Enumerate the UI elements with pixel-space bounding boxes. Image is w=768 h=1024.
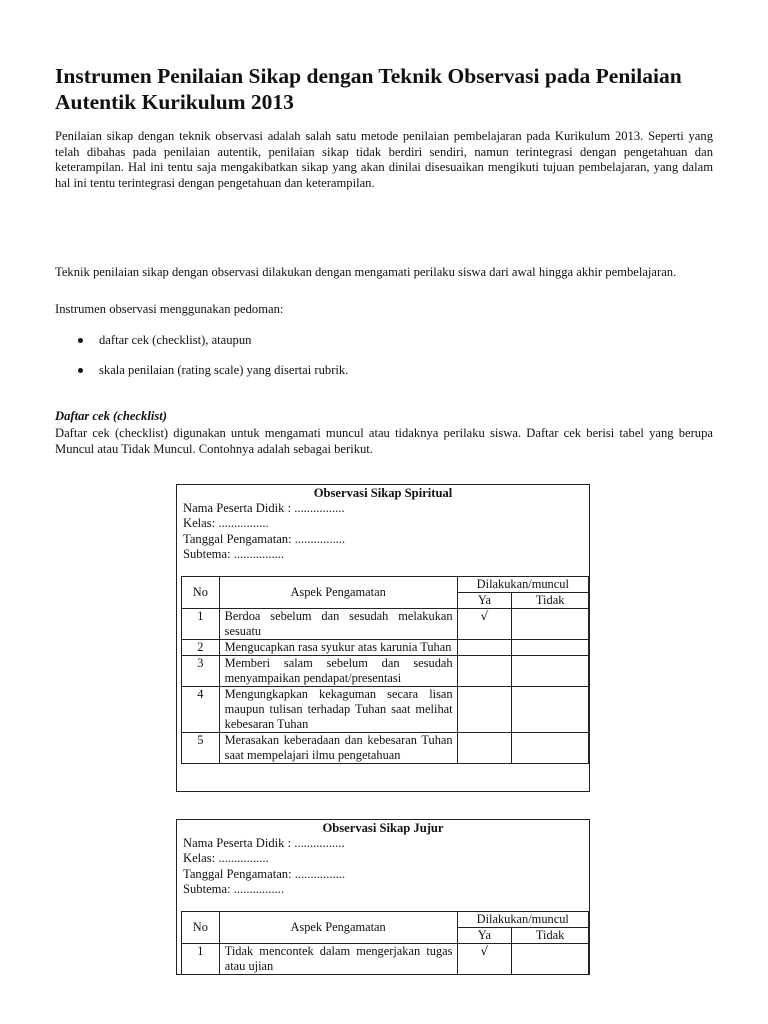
row-ya-check xyxy=(457,733,512,764)
bullet-icon xyxy=(78,338,83,343)
row-ya-check xyxy=(457,640,512,656)
instrument-paragraph: Instrumen observasi menggunakan pedoman: xyxy=(55,302,284,316)
student-info xyxy=(177,836,589,898)
table-row xyxy=(182,687,589,733)
intro-paragraph: Penilaian sikap dengan teknik observasi adalah salah satu metode penilaian pembelajaran pada Kurikulum 2013. Seperti yang telah dibahas pada penilaian autentik, penilaian sikap tidak berdiri sendiri, namun terintegrasi dengan pengetahuan dan keterampilan. Hal ini tentu saja mengakibatkan sikap yang akan dinilai disesuaikan mengikuti tujuan pembelajaran, yang dalam hal ini tentu terintegrasi dengan pengetahuan dan keterampilan. xyxy=(55,129,713,190)
header-no: No xyxy=(182,577,220,609)
observation-box-spiritual xyxy=(176,484,590,792)
observation-table xyxy=(181,576,589,764)
row-tidak xyxy=(512,640,589,656)
row-ya-check xyxy=(457,687,512,733)
header-ya: Ya xyxy=(457,928,512,944)
row-ya-check xyxy=(457,656,512,687)
subtheme-field: Subtema: ................ xyxy=(183,882,285,897)
row-no: 4 xyxy=(182,687,220,733)
row-aspek: Merasakan keberadaan dan kebesaran Tuhan saat mempelajari ilmu pengetahuan xyxy=(219,733,457,764)
header-tidak: Tidak xyxy=(512,593,589,609)
row-aspek: Berdoa sebelum dan sesudah melakukan sesuatu xyxy=(219,609,457,640)
header-dilakukan: Dilakukan/muncul xyxy=(457,912,589,928)
row-aspek: Memberi salam sebelum dan sesudah menyampaikan pendapat/presentasi xyxy=(219,656,457,687)
date-field: Tanggal Pengamatan: ................ xyxy=(183,866,346,881)
observation-table xyxy=(181,911,589,975)
row-tidak xyxy=(512,609,589,640)
technique-paragraph: Teknik penilaian sikap dengan observasi dilakukan dengan mengamati perilaku siswa dari awal hingga akhir pembelajaran. xyxy=(55,265,677,279)
list-item-text: skala penilaian (rating scale) yang disertai rubrik. xyxy=(99,363,349,377)
instrument-list xyxy=(55,333,715,393)
class-field: Kelas: ................ xyxy=(183,851,269,866)
student-info xyxy=(177,501,589,563)
row-no: 3 xyxy=(182,656,220,687)
row-ya-check: √ xyxy=(457,609,512,640)
row-no: 2 xyxy=(182,640,220,656)
checklist-paragraph: Daftar cek (checklist) digunakan untuk mengamati muncul atau tidaknya perilaku siswa. Daftar cek berisi tabel yang berupa Muncul atau Tidak Muncul. Contohnya adalah sebagai berikut. xyxy=(55,426,713,456)
header-aspek: Aspek Pengamatan xyxy=(219,912,457,944)
date-field: Tanggal Pengamatan: ................ xyxy=(183,531,346,546)
row-no: 1 xyxy=(182,609,220,640)
observation-title: Observasi Sikap Spiritual xyxy=(313,486,453,500)
row-no: 1 xyxy=(182,944,220,975)
table-header-row xyxy=(182,577,589,593)
bullet-icon xyxy=(78,368,83,373)
table-row xyxy=(182,656,589,687)
row-tidak xyxy=(512,733,589,764)
row-tidak xyxy=(512,687,589,733)
header-no: No xyxy=(182,912,220,944)
observation-title: Observasi Sikap Jujur xyxy=(322,821,444,835)
class-field: Kelas: ................ xyxy=(183,516,269,531)
row-aspek: Tidak mencontek dalam mengerjakan tugas atau ujian xyxy=(219,944,457,975)
checklist-subheading: Daftar cek (checklist) xyxy=(55,409,167,423)
table-row xyxy=(182,944,589,975)
observation-box-jujur xyxy=(176,819,590,975)
header-ya: Ya xyxy=(457,593,512,609)
list-item xyxy=(55,333,715,363)
header-dilakukan: Dilakukan/muncul xyxy=(457,577,588,593)
header-aspek: Aspek Pengamatan xyxy=(219,577,457,609)
row-ya-check: √ xyxy=(457,944,512,975)
table-row xyxy=(182,640,589,656)
row-aspek: Mengucapkan rasa syukur atas karunia Tuhan xyxy=(219,640,457,656)
name-field: Nama Peserta Didik : ................ xyxy=(183,501,345,515)
row-tidak xyxy=(512,656,589,687)
row-aspek: Mengungkapkan kekaguman secara lisan maupun tulisan terhadap Tuhan saat melihat kebesaran Tuhan xyxy=(219,687,457,733)
name-field: Nama Peserta Didik : ................ xyxy=(183,836,345,850)
header-tidak: Tidak xyxy=(512,928,589,944)
list-item-text: daftar cek (checklist), ataupun xyxy=(99,333,252,347)
page-title: Instrumen Penilaian Sikap dengan Teknik Observasi pada Penilaian Autentik Kurikulum 2013 xyxy=(55,64,682,114)
subtheme-field: Subtema: ................ xyxy=(183,547,285,562)
table-row xyxy=(182,609,589,640)
table-header-row xyxy=(182,912,589,928)
table-row xyxy=(182,733,589,764)
row-no: 5 xyxy=(182,733,220,764)
list-item xyxy=(55,363,715,393)
row-tidak xyxy=(512,944,589,975)
